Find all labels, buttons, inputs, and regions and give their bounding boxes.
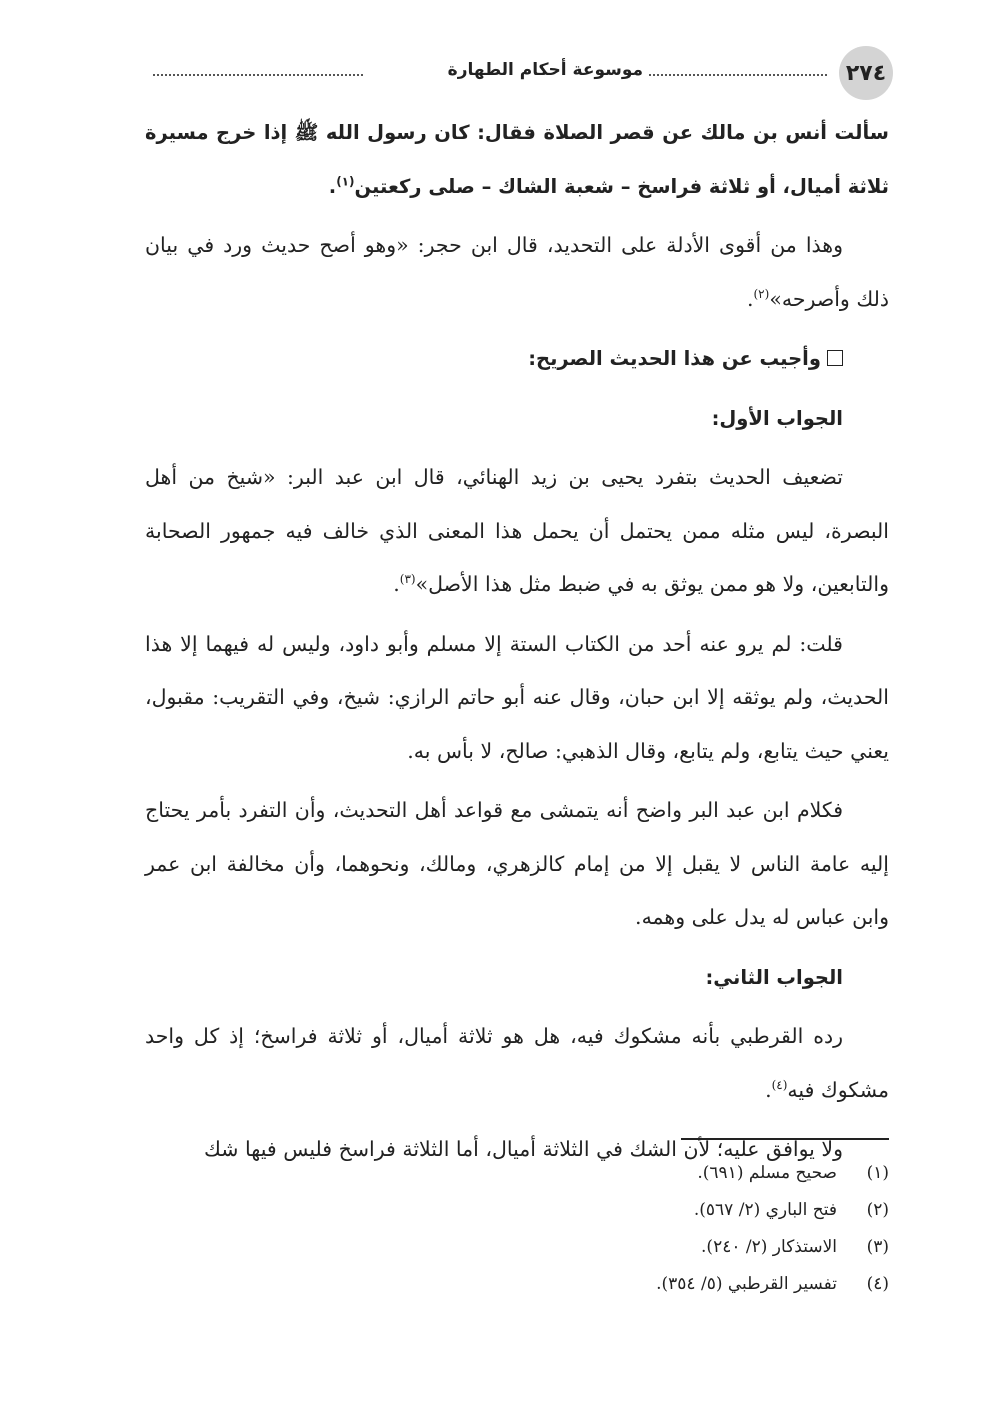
heading-answer-intro bbox=[145, 332, 889, 386]
checkbox-square-icon bbox=[827, 350, 843, 366]
footnote-number: (٢) bbox=[866, 1200, 889, 1220]
footnote-item bbox=[145, 1155, 889, 1192]
heading-second-answer: الجواب الثاني: bbox=[705, 965, 843, 989]
document-page bbox=[145, 0, 889, 1417]
paragraph-first-answer: تضعيف الحديث بتفرد يحيى بن زيد الهنائي، قال ابن عبد البر: «شيخ من أهل البصرة، ليس مثله ممن يحتمل أن يحمل هذا المعنى الذي خالف فيه جمهور الصحابة والتابعين، ولا هو ممن يوثق به في ضبط مثل هذا الأصل»$^{(٣)}$. bbox=[145, 465, 889, 596]
footnotes bbox=[145, 1155, 889, 1303]
heading-first-answer: الجواب الأول: bbox=[711, 406, 843, 430]
footnote-item bbox=[145, 1266, 889, 1303]
heading-answer-intro-text: وأجيب عن هذا الحديث الصريح: bbox=[528, 347, 821, 370]
body-text bbox=[145, 106, 889, 1183]
running-title: موسوعة أحكام الطهارة bbox=[442, 60, 649, 80]
paragraph-hadith-text: سألت أنس بن مالك عن قصر الصلاة فقال: كان رسول الله ﷺ إذا خرج مسيرة ثلاثة أميال، أو ثلاثة فراسخ – شعبة الشاك – صلى ركعتين bbox=[145, 121, 889, 198]
paragraph-ibn-hajar: وهذا من أقوى الأدلة على التحديد، قال ابن حجر: «وهو أصح حديث ورد في بيان ذلك وأصرحه»$^{(٢)}$. bbox=[145, 233, 889, 311]
footnote-text: الاستذكار (٢/ ٢٤٠). bbox=[701, 1237, 837, 1257]
footnote-ref-3: (٣) bbox=[399, 572, 416, 587]
paragraph-first-answer-text: تضعيف الحديث بتفرد يحيى بن زيد الهنائي، قال ابن عبد البر: «شيخ من أهل البصرة، ليس مثله ممن يحتمل أن يحمل هذا المعنى الذي خالف فيه جمهور الصحابة والتابعين، ولا هو ممن يوثق به في ضبط مثل هذا الأصل» bbox=[145, 465, 889, 596]
paragraph-ibn-abd-albarr: فكلام ابن عبد البر واضح أنه يتمشى مع قواعد أهل التحديث، وأن التفرد بأمر يحتاج إليه عامة الناس لا يقبل إلا من إمام كالزهري، ومالك، ونحوهما، وأن مخالفة ابن عمر وابن عباس له يدل على وهمه. bbox=[145, 798, 889, 929]
footnote-text: صحيح مسلم (٦٩١). bbox=[697, 1163, 837, 1183]
footnote-item bbox=[145, 1229, 889, 1266]
footnote-ref-1: (١) bbox=[336, 174, 355, 188]
paragraph-ibn-hajar-text: وهذا من أقوى الأدلة على التحديد، قال ابن حجر: «وهو أصح حديث ورد في بيان ذلك وأصرحه» bbox=[145, 233, 889, 311]
paragraph-second-answer-text: رده القرطبي بأنه مشكوك فيه، هل هو ثلاثة أميال، أو ثلاثة فراسخ؛ إذ كل واحد مشكوك فيه bbox=[145, 1024, 889, 1102]
page-number-badge: ٢٧٤ bbox=[839, 46, 893, 100]
footnote-text: فتح الباري (٢/ ٥٦٧). bbox=[693, 1200, 837, 1220]
header-dotted-rule-left bbox=[153, 74, 363, 76]
header-dotted-rule-right bbox=[649, 74, 827, 76]
footnote-number: (٣) bbox=[866, 1237, 889, 1257]
footnote-separator bbox=[681, 1138, 889, 1140]
footnote-ref-4: (٤) bbox=[771, 1077, 788, 1092]
footnote-ref-2: (٢) bbox=[753, 286, 770, 301]
paragraph-rebuttal: ولا يوافق عليه؛ لأن الشك في الثلاثة أميال، أما الثلاثة فراسخ فليس فيها شك bbox=[204, 1137, 843, 1161]
paragraph-second-answer: رده القرطبي بأنه مشكوك فيه، هل هو ثلاثة أميال، أو ثلاثة فراسخ؛ إذ كل واحد مشكوك فيه$^{(٤)}$. bbox=[145, 1024, 889, 1102]
footnote-item bbox=[145, 1192, 889, 1229]
paragraph-narrator-note: قلت: لم يرو عنه أحد من الكتاب الستة إلا مسلم وأبو داود، وليس له فيهما إلا هذا الحديث، ولم يوثقه إلا ابن حبان، وقال عنه أبو حاتم الرازي: شيخ، وفي التقريب: مقبول، يعني حيث يتابع، ولم يتابع، وقال الذهبي: صالح، لا بأس به. bbox=[145, 631, 889, 763]
footnote-number: (٤) bbox=[866, 1274, 889, 1294]
page-header bbox=[145, 46, 889, 100]
footnote-number: (١) bbox=[866, 1163, 889, 1183]
footnote-text: تفسير القرطبي (٥/ ٣٥٤). bbox=[656, 1274, 837, 1294]
paragraph-hadith: سألت أنس بن مالك عن قصر الصلاة فقال: كان رسول الله ﷺ إذا خرج مسيرة ثلاثة أميال، أو ثلاثة فراسخ – شعبة الشاك – صلى ركعتين$^{(١)}$. bbox=[145, 121, 889, 198]
